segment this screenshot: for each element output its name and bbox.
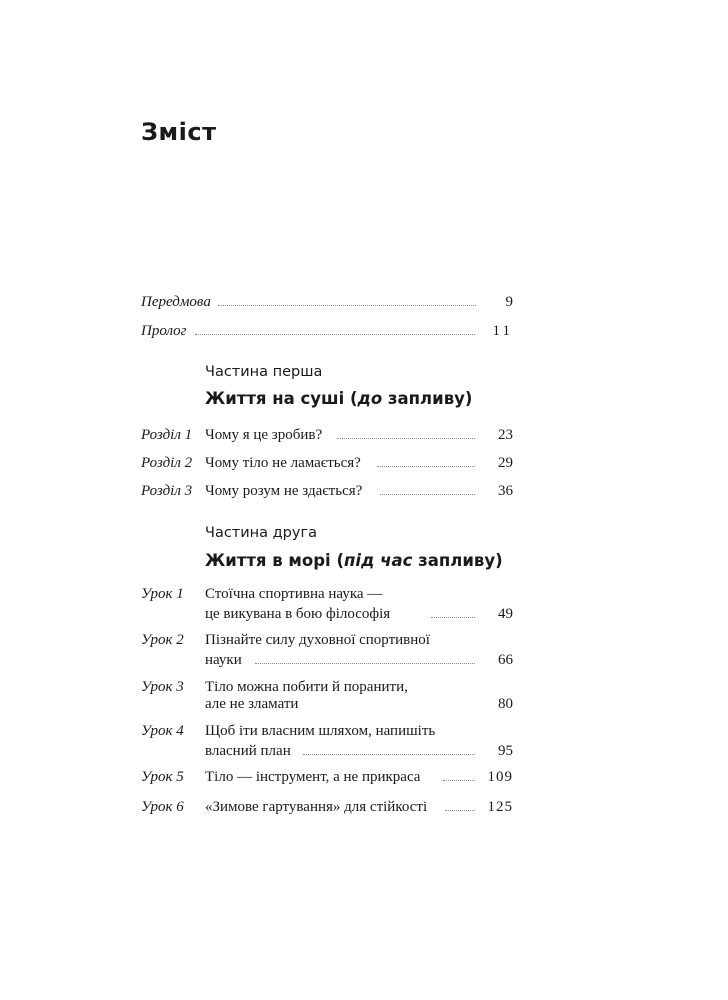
page-number: 11 <box>492 323 513 339</box>
entry-title: «Зимове гартування» для стійкості <box>205 799 428 815</box>
toc-entry-foreword[interactable] <box>141 291 513 313</box>
entry-title: власний план <box>205 743 291 759</box>
entry-label: Розділ 3 <box>141 483 193 499</box>
page-number: 23 <box>498 427 513 443</box>
toc-entry-lesson-2[interactable] <box>141 629 513 651</box>
page-number: 9 <box>505 294 513 310</box>
page-number: 36 <box>498 483 513 499</box>
page-number: 125 <box>487 799 513 815</box>
leader-dots <box>255 663 475 664</box>
entry-label: Розділ 1 <box>141 427 193 443</box>
entry-label: Урок 3 <box>141 679 184 695</box>
leader-dots <box>377 466 475 467</box>
toc-entry-chapter-2[interactable] <box>141 452 513 474</box>
entry-title: Чому тіло не ламається? <box>205 455 361 471</box>
toc-entry-lesson-4[interactable] <box>141 720 513 742</box>
part-1-title: Життя на суші (до запливу) <box>205 389 473 408</box>
entry-label: Урок 4 <box>141 723 184 739</box>
toc-entry-lesson-1-line-2[interactable] <box>141 603 513 625</box>
entry-title-line-1: Щоб іти власним шляхом, напишіть <box>205 723 436 739</box>
entry-title: Тіло — інструмент, а не прикраса <box>205 769 421 785</box>
entry-title-line-1: Тіло можна побити й поранити, <box>205 679 408 695</box>
entry-title: науки <box>205 652 242 668</box>
leader-dots <box>445 810 475 811</box>
leader-dots <box>303 754 475 755</box>
entry-title: Чому я це зробив? <box>205 427 323 443</box>
page-number: 109 <box>487 769 513 785</box>
toc-entry-lesson-2-line-2[interactable] <box>141 649 513 671</box>
leader-dots <box>195 334 475 335</box>
toc-entry-lesson-6[interactable] <box>141 796 513 818</box>
page-title: Зміст <box>141 118 217 146</box>
leader-dots <box>443 780 475 781</box>
entry-label: Урок 5 <box>141 769 184 785</box>
leader-dots <box>337 438 475 439</box>
entry-label: Пролог <box>141 323 187 339</box>
toc-entry-chapter-1[interactable] <box>141 424 513 446</box>
page-number: 80 <box>498 696 513 712</box>
page-number: 66 <box>498 652 513 668</box>
entry-label: Передмова <box>141 294 211 310</box>
entry-label: Урок 2 <box>141 632 184 648</box>
entry-title: це викувана в бою філософія <box>205 606 391 622</box>
entry-title: але не зламати <box>205 696 299 712</box>
leader-dots <box>431 617 475 618</box>
toc-entry-lesson-4-line-2[interactable] <box>141 740 513 762</box>
leader-dots <box>218 305 476 306</box>
toc-entry-lesson-1[interactable] <box>141 583 513 605</box>
entry-title-line-1: Пізнайте силу духовної спортивної <box>205 632 430 648</box>
entry-title-line-1: Стоїчна спортивна наука — <box>205 586 383 602</box>
page-number: 49 <box>498 606 513 622</box>
entry-title: Чому розум не здається? <box>205 483 363 499</box>
entry-label: Урок 6 <box>141 799 184 815</box>
entry-label: Розділ 2 <box>141 455 193 471</box>
leader-dots <box>380 494 475 495</box>
entry-label: Урок 1 <box>141 586 184 602</box>
part-1-label: Частина перша <box>205 364 323 380</box>
toc-entry-lesson-3-line-2[interactable] <box>141 693 513 715</box>
toc-entry-lesson-5[interactable] <box>141 766 513 788</box>
toc-entry-prologue[interactable] <box>141 320 513 342</box>
part-2-title: Життя в морі (під час запливу) <box>205 551 503 570</box>
page-number: 29 <box>498 455 513 471</box>
toc-entry-chapter-3[interactable] <box>141 480 513 502</box>
page-number: 95 <box>498 743 513 759</box>
part-2-label: Частина друга <box>205 525 317 541</box>
